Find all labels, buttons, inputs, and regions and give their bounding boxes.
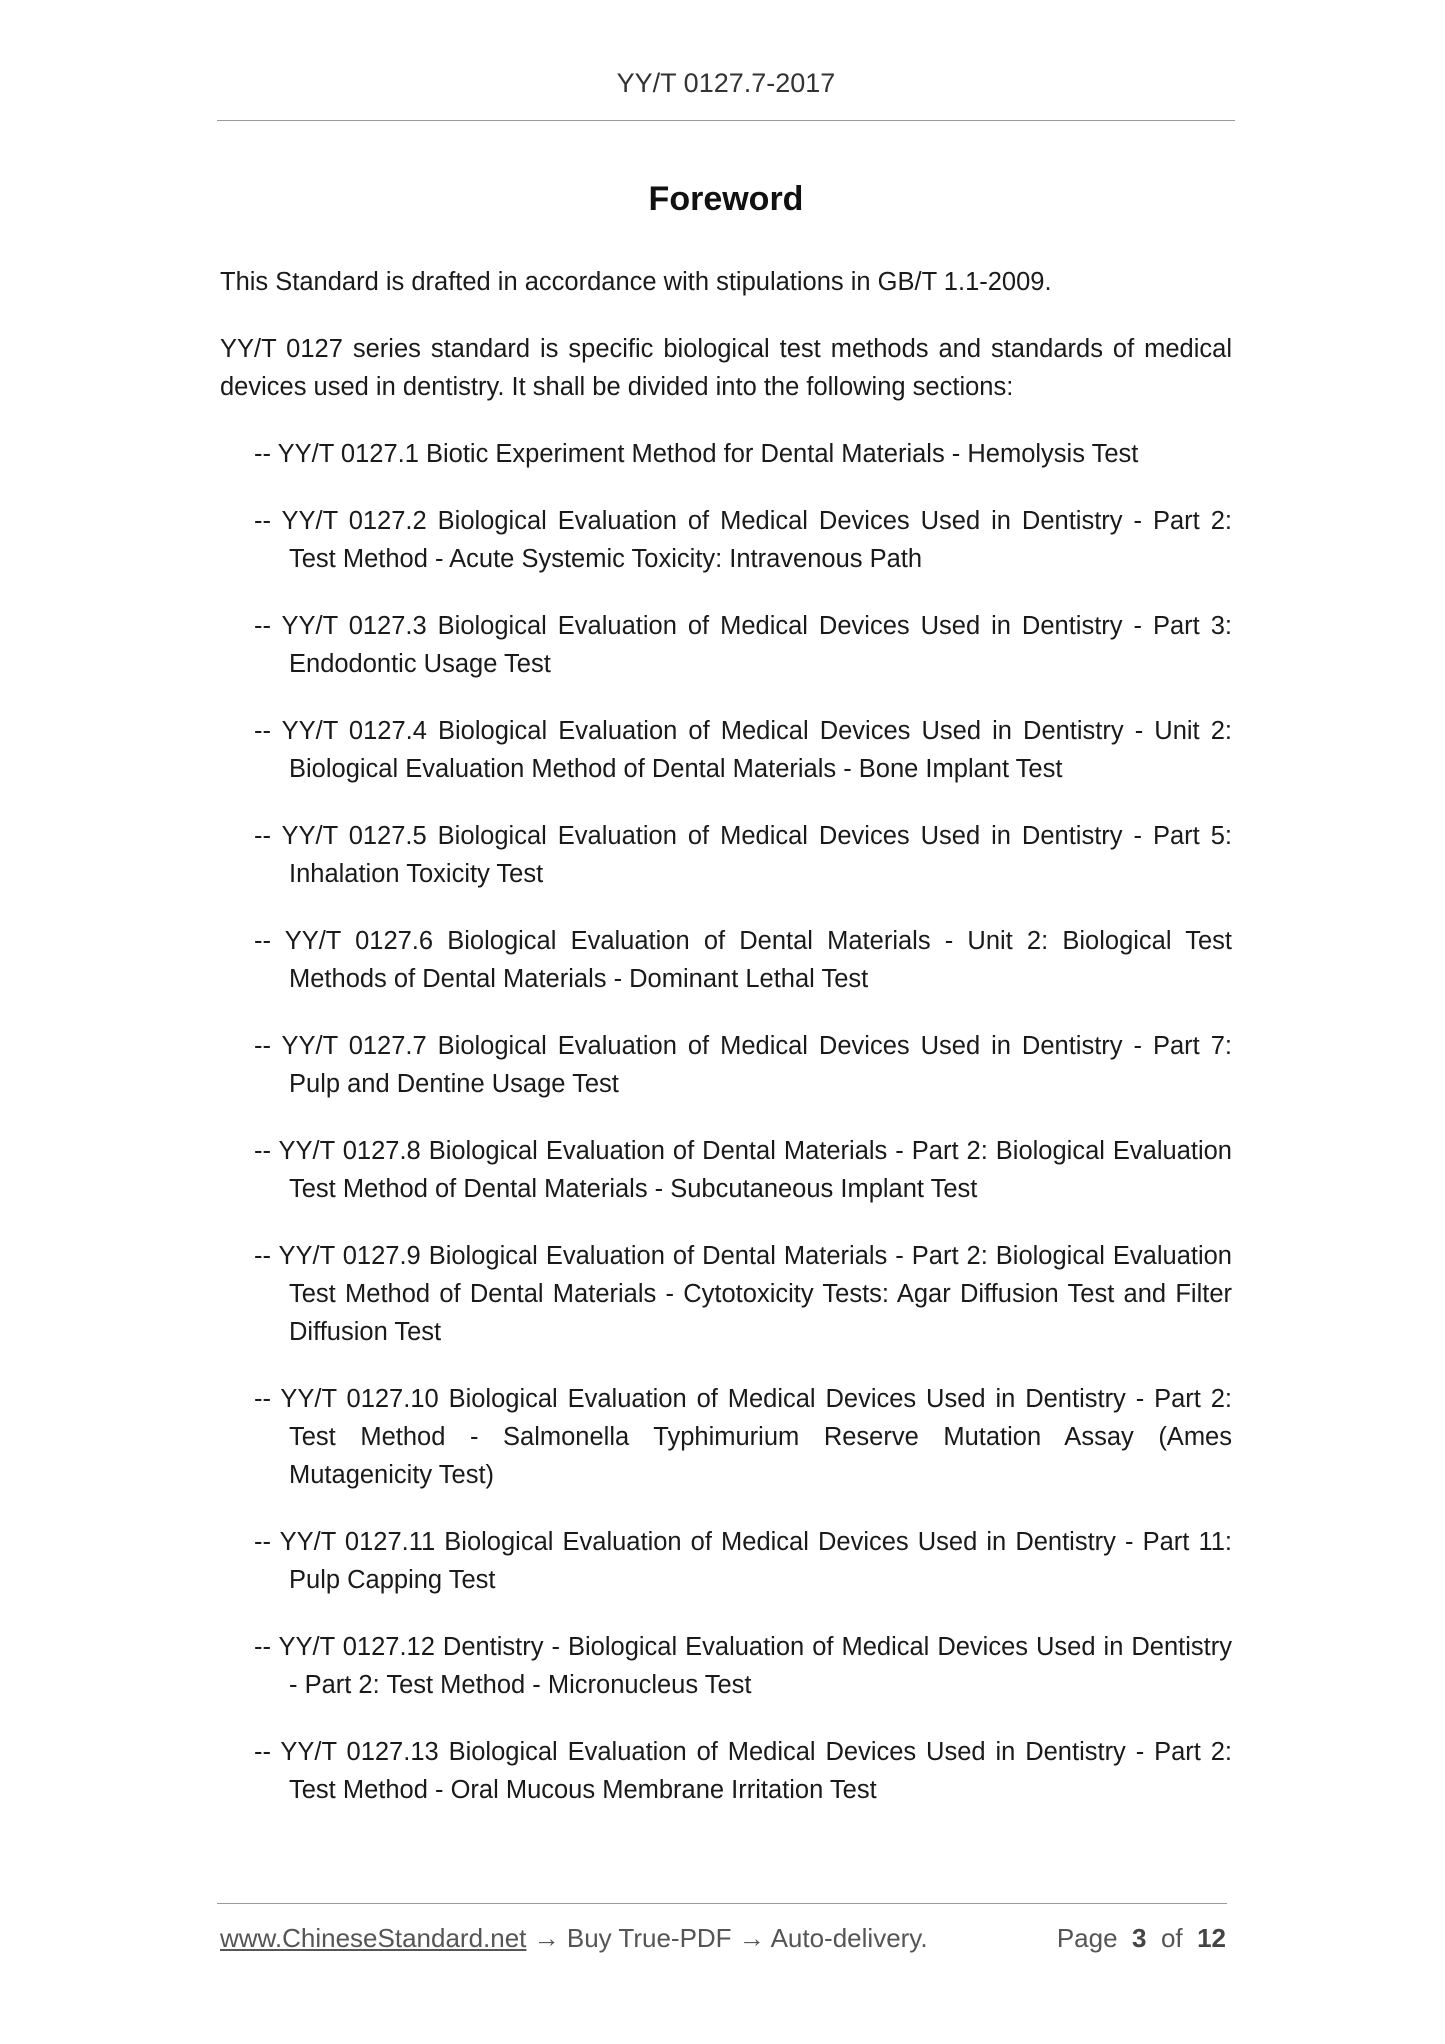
page-indicator: [1057, 1923, 1226, 1954]
list-item: -- YY/T 0127.10 Biological Evaluation of Medical Devices Used in Dentistry - Part 2: Test Method - Salmonella Typhimurium Reserve Mutation Assay (Ames Mutagenicity Test): [254, 1385, 1232, 1489]
footer-tagline: → Buy True-PDF → Auto-delivery.: [526, 1923, 928, 1953]
page-footer: [220, 1923, 1230, 1954]
list-item: -- YY/T 0127.11 Biological Evaluation of Medical Devices Used in Dentistry - Part 11: Pulp Capping Test: [254, 1528, 1232, 1594]
header-divider: [217, 120, 1235, 121]
page-total: 12: [1197, 1923, 1226, 1953]
list-item: -- YY/T 0127.7 Biological Evaluation of Medical Devices Used in Dentistry - Part 7: Pulp and Dentine Usage Test: [254, 1032, 1232, 1098]
page-content: [220, 180, 1232, 1838]
paragraph-series: YY/T 0127 series standard is specific biological test methods and standards of medical devices used in dentistry. It shall be divided into the following sections:: [220, 335, 1232, 401]
running-header: YY/T 0127.7-2017: [616, 68, 836, 98]
list-item: -- YY/T 0127.12 Dentistry - Biological Evaluation of Medical Devices Used in Dentistry - Part 2: Test Method - Micronucleus Test: [254, 1633, 1232, 1699]
list-item: -- YY/T 0127.4 Biological Evaluation of Medical Devices Used in Dentistry - Unit 2: Biological Evaluation Method of Dental Materials - Bone Implant Test: [254, 717, 1232, 783]
footer-divider: [217, 1903, 1227, 1904]
list-item: -- YY/T 0127.3 Biological Evaluation of Medical Devices Used in Dentistry - Part 3: Endodontic Usage Test: [254, 612, 1232, 678]
standards-list: [220, 435, 1232, 1809]
list-item: -- YY/T 0127.6 Biological Evaluation of Dental Materials - Unit 2: Biological Test Methods of Dental Materials - Dominant Lethal Test: [254, 927, 1232, 993]
page-current: 3: [1132, 1923, 1147, 1953]
list-item: -- YY/T 0127.5 Biological Evaluation of Medical Devices Used in Dentistry - Part 5: Inhalation Toxicity Test: [254, 822, 1232, 888]
paragraph-intro: This Standard is drafted in accordance with stipulations in GB/T 1.1-2009.: [220, 268, 1052, 296]
list-item: -- YY/T 0127.2 Biological Evaluation of Medical Devices Used in Dentistry - Part 2: Test Method - Acute Systemic Toxicity: Intravenous Path: [254, 507, 1232, 573]
list-item: -- YY/T 0127.1 Biotic Experiment Method for Dental Materials - Hemolysis Test: [254, 440, 1139, 468]
list-item: -- YY/T 0127.13 Biological Evaluation of Medical Devices Used in Dentistry - Part 2: Test Method - Oral Mucous Membrane Irritation Test: [254, 1738, 1232, 1804]
of-label: of: [1160, 1923, 1183, 1953]
section-title: Foreword: [648, 180, 804, 218]
website-link[interactable]: www.ChineseStandard.net: [220, 1923, 527, 1953]
list-item: -- YY/T 0127.9 Biological Evaluation of Dental Materials - Part 2: Biological Evaluation Test Method of Dental Materials - Cytotoxicity Tests: Agar Diffusion Test and Filter Diffusion Test: [254, 1242, 1232, 1346]
list-item: -- YY/T 0127.8 Biological Evaluation of Dental Materials - Part 2: Biological Evaluation Test Method of Dental Materials - Subcutaneous Implant Test: [254, 1137, 1232, 1203]
page-label: Page: [1056, 1923, 1118, 1953]
